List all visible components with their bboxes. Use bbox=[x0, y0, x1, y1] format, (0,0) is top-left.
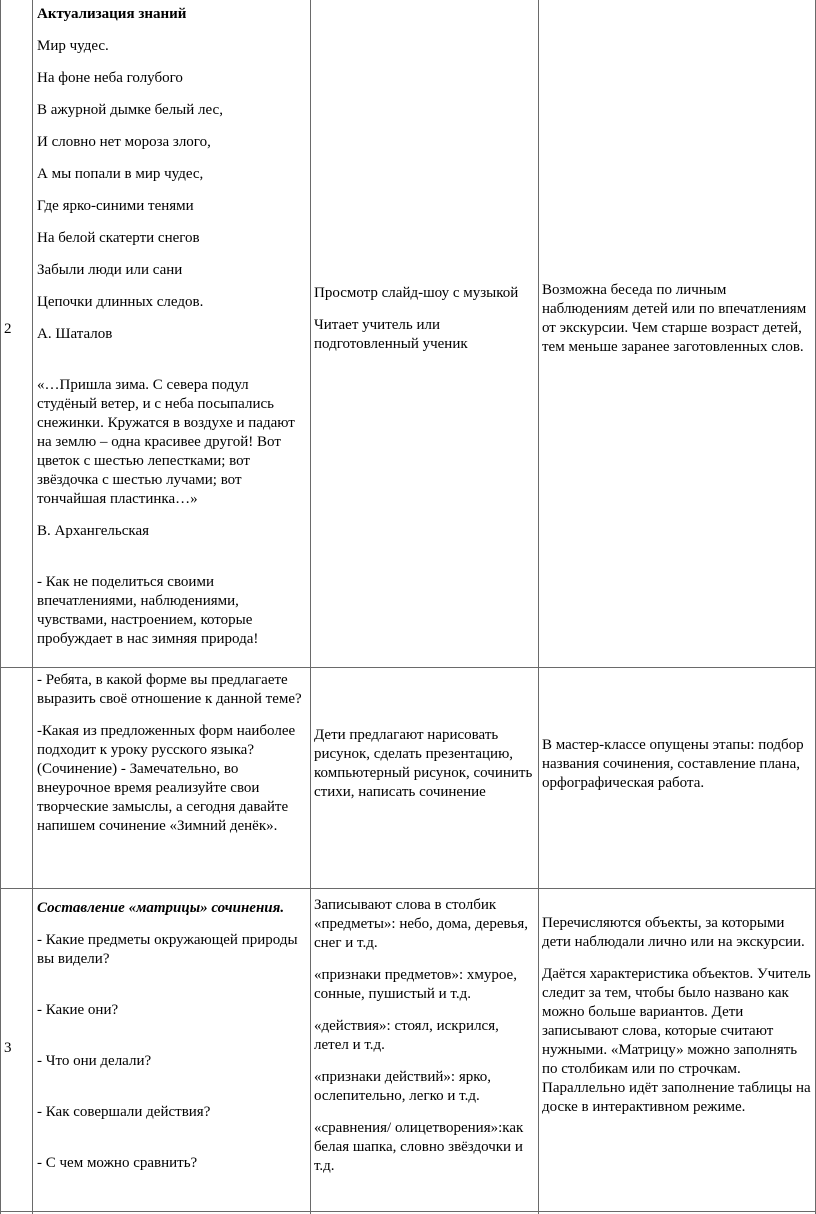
activity-text: Записывают слова в столбик «предметы»: небо, дома, деревья, снег и т.д. bbox=[314, 897, 529, 951]
activity-text: «признаки предметов»: хмурое, сонные, пушистый и т.д. bbox=[314, 967, 517, 1002]
activity-text: Просмотр слайд-шоу с музыкой bbox=[314, 285, 519, 301]
row-1-number bbox=[4, 320, 12, 339]
poem-line: Цепочки длинных следов. bbox=[37, 294, 204, 310]
matrix-question: - Какие они? bbox=[37, 1002, 119, 1018]
stage-heading: Составление «матрицы» сочинения. bbox=[37, 900, 285, 916]
matrix-question: - Какие предметы окружающей природы вы видели? bbox=[37, 932, 298, 967]
poem-line: И словно нет мороза злого, bbox=[37, 134, 211, 150]
row-1-note bbox=[542, 281, 812, 357]
activity-text: Дети предлагают нарисовать рисунок, сделать презентацию, компьютерный рисунок, сочинить стихи, написать сочинение bbox=[314, 727, 533, 800]
row-number: 3 bbox=[4, 1040, 12, 1056]
poem-title: Мир чудес. bbox=[37, 38, 109, 54]
note-text: Перечисляются объекты, за которыми дети наблюдали лично или на экскурсии. bbox=[542, 915, 805, 950]
matrix-question: - Что они делали? bbox=[37, 1053, 152, 1069]
row-number: 2 bbox=[4, 321, 12, 337]
row-1-activity bbox=[314, 284, 534, 354]
activity-text: «сравнения/ олицетворения»:как белая шапка, словно звёздочки и т.д. bbox=[314, 1120, 524, 1174]
row-divider-1 bbox=[0, 667, 816, 668]
row-3-note bbox=[542, 914, 814, 1117]
teacher-question: - Как не поделиться своими впечатлениями, наблюдениями, чувствами, настроением, которые пробуждает в нас зимняя природа! bbox=[37, 574, 259, 647]
row-3-number bbox=[4, 1039, 12, 1058]
poem-line: Забыли люди или сани bbox=[37, 262, 183, 278]
stage-heading: Актуализация знаний bbox=[37, 6, 187, 22]
row-2-note bbox=[542, 736, 814, 793]
poem-author: А. Шаталов bbox=[37, 326, 113, 342]
note-text: Возможна беседа по личным наблюдениям детей или по впечатлениям от экскурсии. Чем старше возраст детей, тем меньше заранее заготовленных слов. bbox=[542, 282, 807, 355]
table-divider-col3 bbox=[538, 0, 539, 1214]
matrix-question: - Как совершали действия? bbox=[37, 1104, 211, 1120]
teacher-question: - Ребята, в какой форме вы предлагаете выразить своё отношение к данной теме? bbox=[37, 672, 302, 707]
table-border-left bbox=[0, 0, 1, 1214]
row-2-activity bbox=[314, 726, 536, 802]
row-1-content bbox=[37, 5, 309, 649]
row-3-activity bbox=[314, 896, 536, 1176]
prose-quote: «…Пришла зима. С севера подул студёный ветер, и с неба посыпались снежинки. Кружатся в воздухе и падают на землю – одна красивее другой! Вот цветок с шестью лепестками; вот звёздочка с шестью лучами; вот тончайшая пластинка…» bbox=[37, 377, 295, 507]
activity-text: «признаки действий»: ярко, ослепительно, легко и т.д. bbox=[314, 1069, 491, 1104]
table-divider-col1 bbox=[32, 0, 33, 1214]
prose-author: В. Архангельская bbox=[37, 523, 150, 539]
table-border-bottom bbox=[0, 1211, 816, 1212]
activity-text: Читает учитель или подготовленный ученик bbox=[314, 317, 468, 352]
row-3-content bbox=[37, 899, 309, 1173]
note-text: В мастер-классе опущены этапы: подбор названия сочинения, составление плана, орфографическая работа. bbox=[542, 737, 804, 791]
activity-text: «действия»: стоял, искрился, летел и т.д. bbox=[314, 1018, 499, 1053]
row-divider-2 bbox=[0, 888, 816, 889]
matrix-question: - С чем можно сравнить? bbox=[37, 1155, 198, 1171]
teacher-question: -Какая из предложенных форм наиболее подходит к уроку русского языка? (Сочинение) - Замечательно, во внеурочное время реализуйте свои творческие замыслы, а сегодня давайте напишем сочинение «Зимний денёк». bbox=[37, 723, 296, 834]
poem-line: А мы попали в мир чудес, bbox=[37, 166, 204, 182]
row-2-content bbox=[37, 671, 309, 836]
poem-line: На белой скатерти снегов bbox=[37, 230, 200, 246]
poem-line: В ажурной дымке белый лес, bbox=[37, 102, 223, 118]
poem-line: Где ярко-синими тенями bbox=[37, 198, 194, 214]
note-text: Даётся характеристика объектов. Учитель следит за тем, чтобы было названо как можно больше вариантов. Дети записывают слова, которые считают нужными. «Матрицу» можно заполнять по столбикам или по строчкам. Параллельно идёт заполнение таблицы на доске в интерактивном режиме. bbox=[542, 966, 811, 1115]
table-divider-col2 bbox=[310, 0, 311, 1214]
poem-line: На фоне неба голубого bbox=[37, 70, 183, 86]
